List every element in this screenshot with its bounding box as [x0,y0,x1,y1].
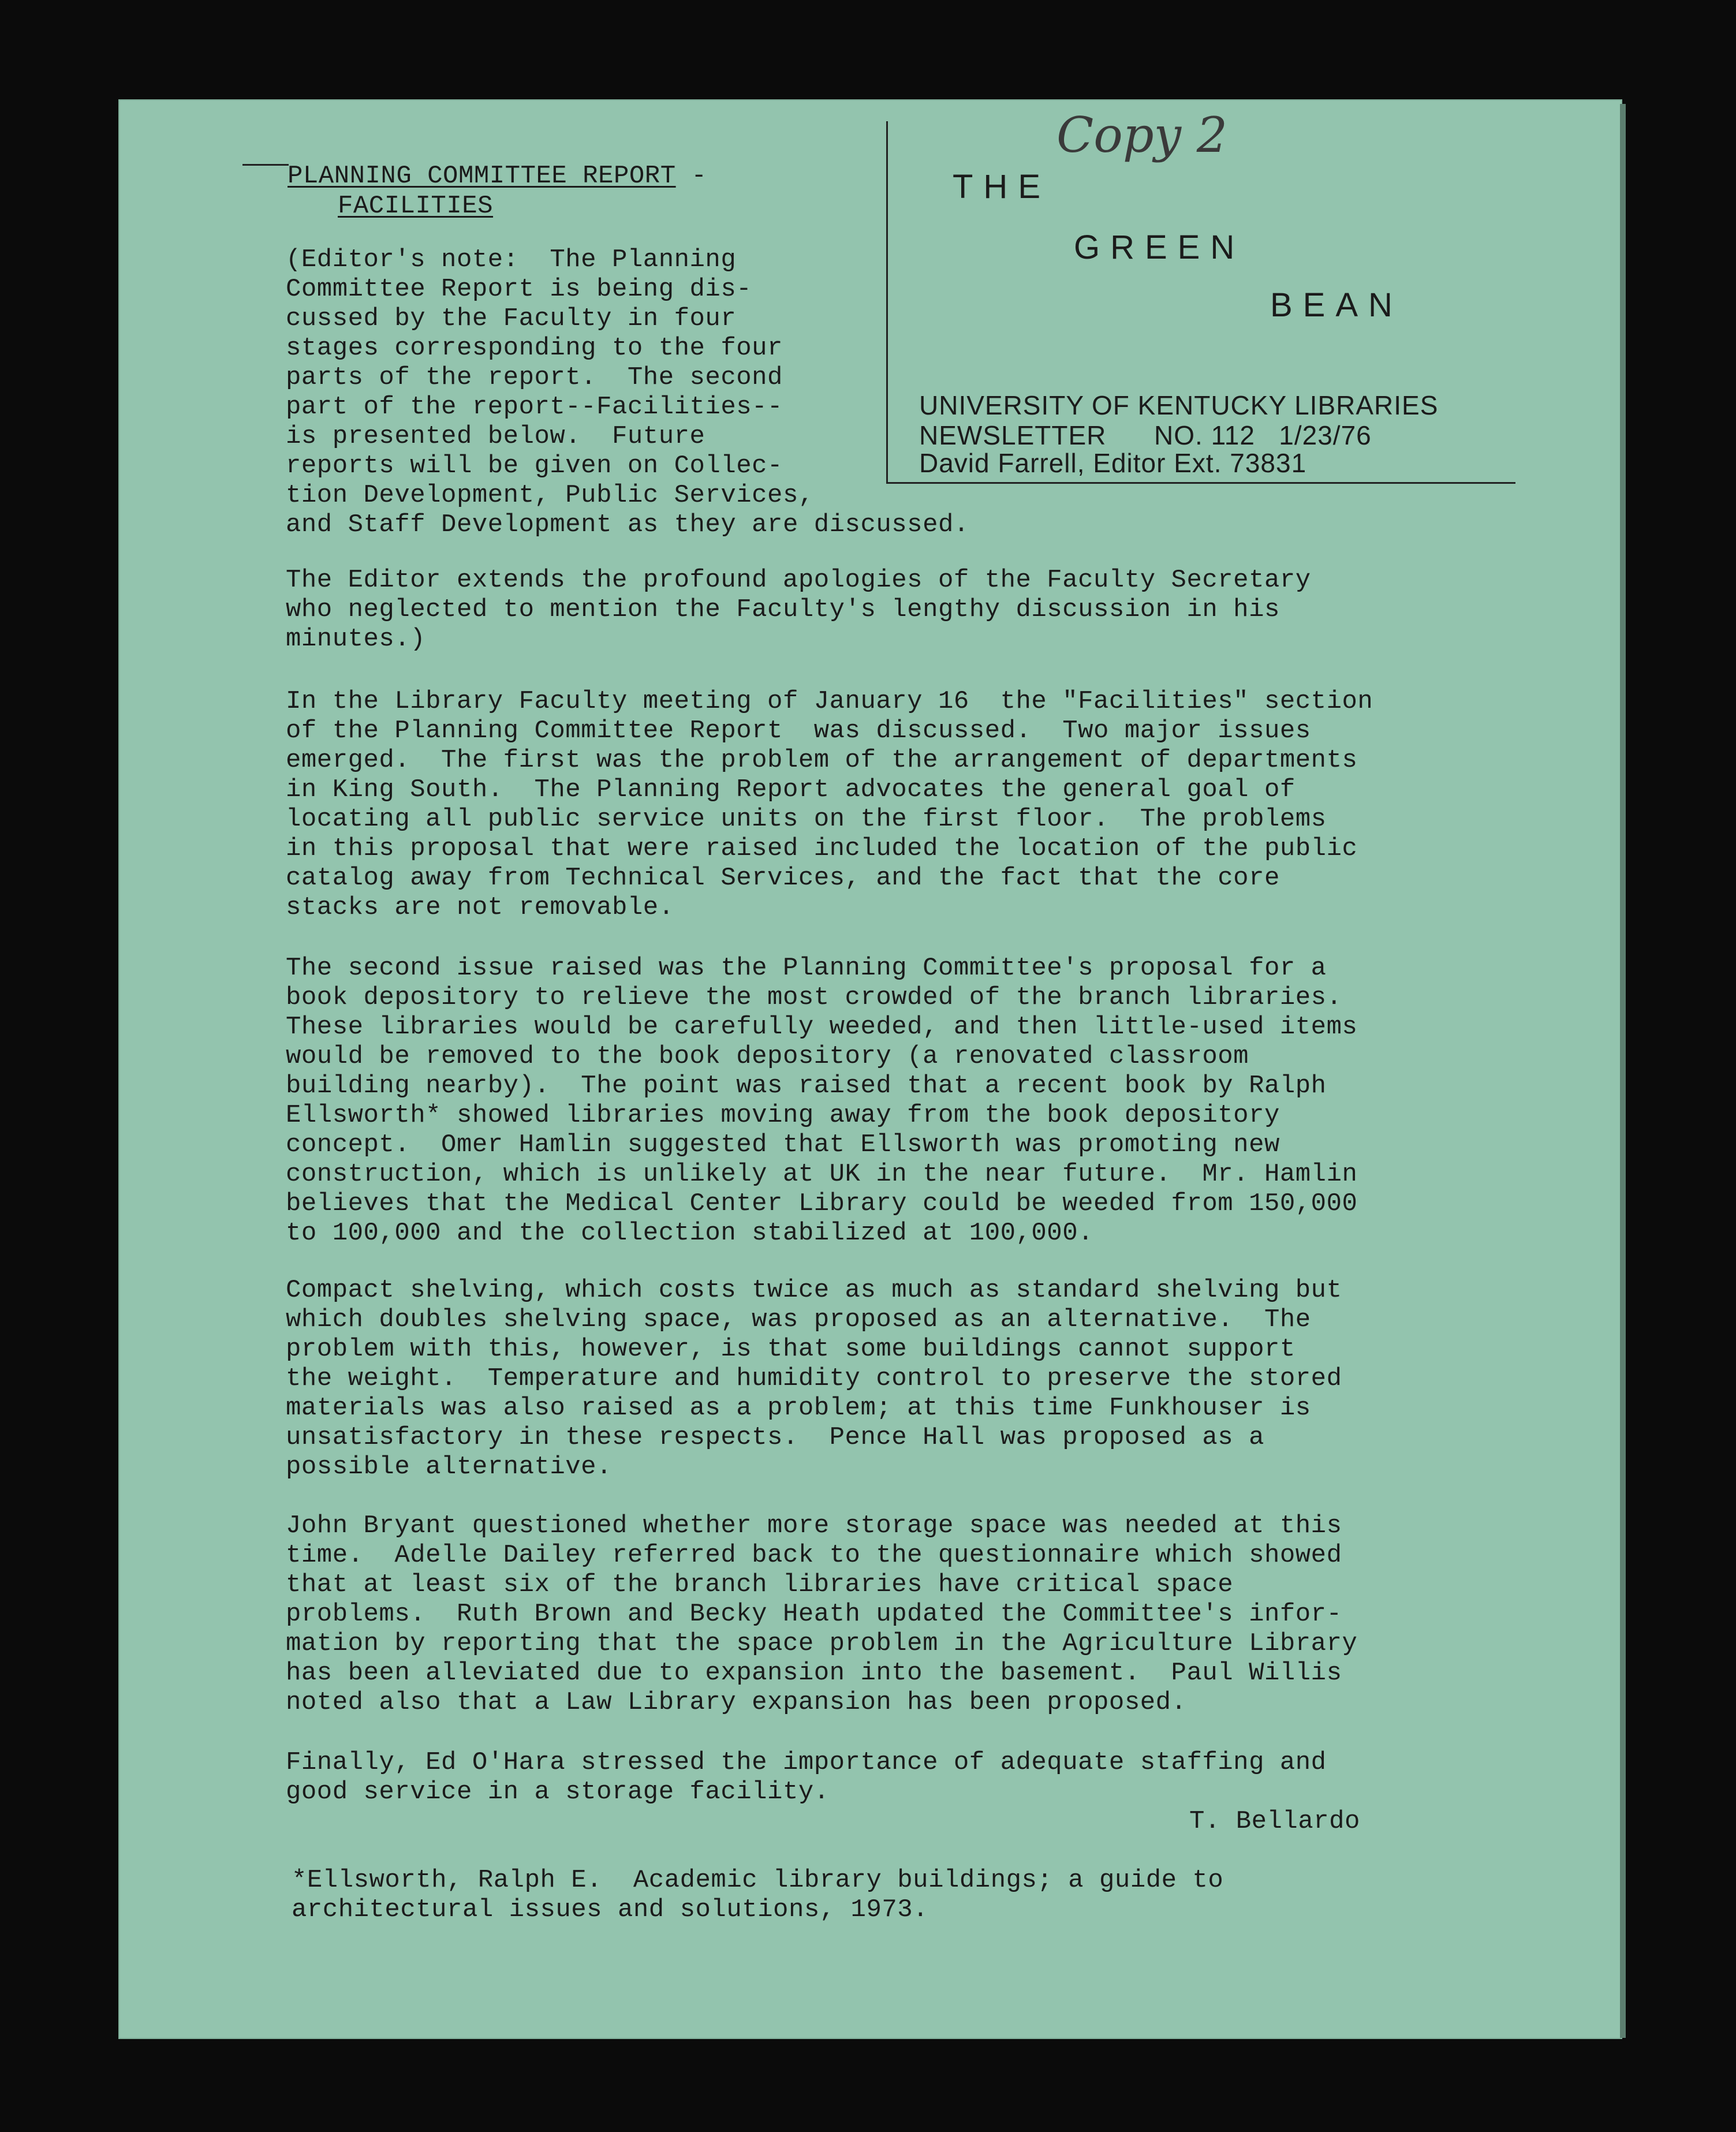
masthead-title-green: GREEN [1074,229,1245,266]
paragraph-compact-shelving: Compact shelving, which costs twice as much as standard shelving but which doubles shelving space, was proposed as an alternative. The problem with this, however, is that some buildings cannot support the weight. Temperature and humidity control to preserve the stored materials was also raised as a problem; at this time Funkhouser is unsatisfactory in these respects. Pence Hall was proposed as a possible alternative. [286,1276,1342,1481]
editors-note: (Editor's note: The Planning Committee Report is being dis- cussed by the Faculty in four stages corresponding to the four parts of the report. The second part of the report--Facilities-- is presented below. Future reports will be given on Collec- tion Development, Public Services, and Staff Development as they are discussed. [286,245,969,539]
masthead-organization: UNIVERSITY OF KENTUCKY LIBRARIES [919,390,1439,420]
article-heading-line1 [288,162,707,191]
masthead-issue: NEWSLETTER NO. 112 1/23/76 [919,420,1372,450]
paragraph-apology: The Editor extends the profound apologies of the Faculty Secretary who neglected to mention the Faculty's lengthy discussion in his minutes.) [286,566,1311,654]
paragraph-meeting: In the Library Faculty meeting of January 16 the "Facilities" section of the Planning Committee Report was discussed. Two major issues emerged. The first was the problem of the arrangement of departments in King South. The Planning Report advocates the general goal of locating all public service units on the first floor. The problems in this proposal that were raised included the location of the public catalog away from Technical Services, and the fact that the core stacks are not removable. [286,687,1373,922]
masthead-title-bean: BEAN [1270,286,1403,324]
handwritten-copy-note: Copy 2 [1056,107,1228,163]
paragraph-staffing: Finally, Ed O'Hara stressed the importance of adequate staffing and good service in a storage facility. [286,1748,1327,1806]
masthead-title-the: THE [953,168,1051,206]
paragraph-storage-space: John Bryant questioned whether more storage space was needed at this time. Adelle Dailey referred back to the questionnaire which showed that at least six of the branch libraries have critical space problems. Ruth Brown and Becky Heath updated the Committee's infor- mation by reporting that the space problem in the Agriculture Library has been alleviated due to expansion into the basement. Paul Willis noted also that a Law Library expansion has been proposed. [286,1511,1358,1717]
masthead-bottom-rule [886,482,1515,484]
page-edge [1620,104,1626,2038]
signature: T. Bellardo [1189,1807,1360,1836]
masthead-editor: David Farrell, Editor Ext. 73831 [919,448,1307,478]
heading-title: PLANNING COMMITTEE REPORT [288,162,676,191]
paragraph-depository: The second issue raised was the Planning Committee's proposal for a book depository to relieve the most crowded of the branch libraries. These libraries would be carefully weeded, and then little-used items would be removed to the book depository (a renovated classroom building nearby). The point was raised that a recent book by Ralph Ellsworth* showed libraries moving away from the book depository concept. Omer Hamlin suggested that Ellsworth was promoting new construction, which is unlikely at UK in the near future. Mr. Hamlin believes that the Medical Center Library could be weeded from 150,000 to 100,000 and the collection stabilized at 100,000. [286,954,1358,1248]
heading-dash: - [675,162,707,191]
footnote: *Ellsworth, Ralph E. Academic library buildings; a guide to architectural issues and solutions, 1973. [292,1866,1224,1924]
article-heading-line2: FACILITIES [338,192,494,221]
heading-lead-dash [242,164,289,166]
